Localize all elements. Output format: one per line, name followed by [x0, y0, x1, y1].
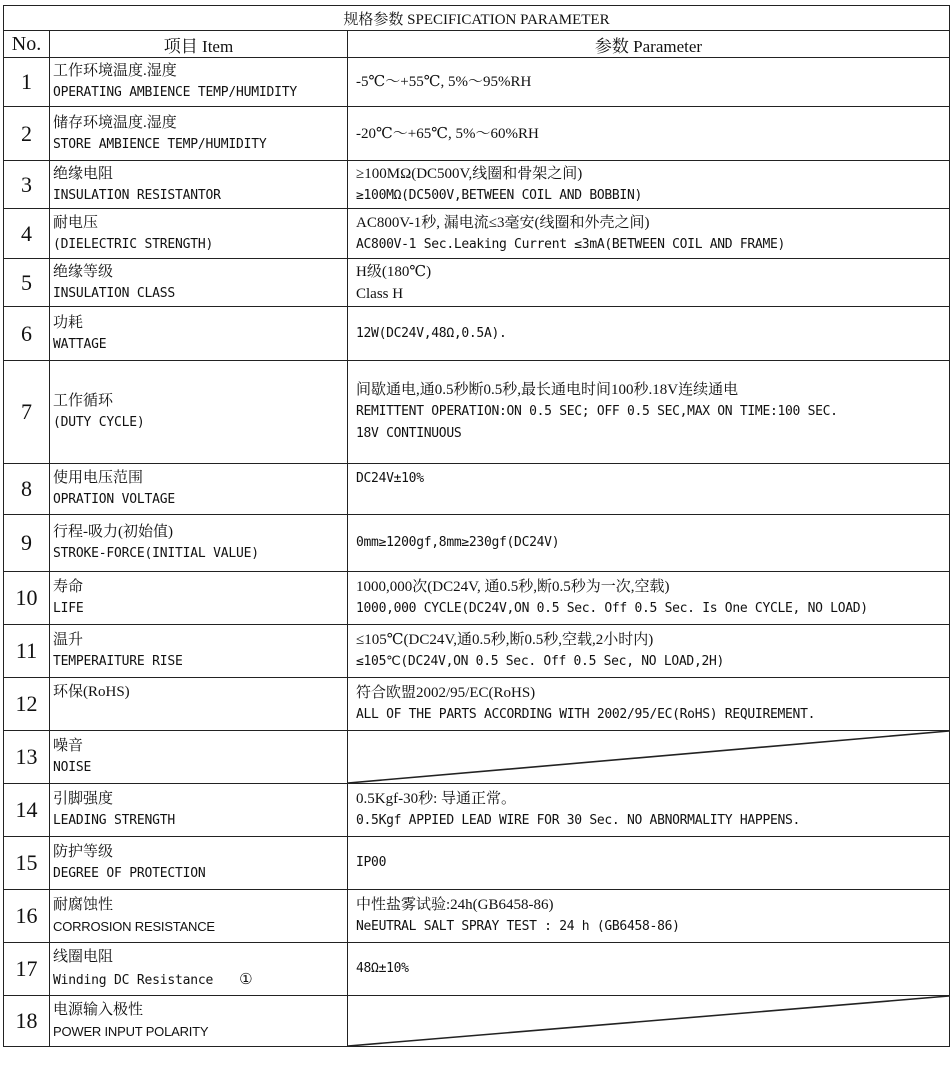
item-cn: 温升	[53, 632, 84, 648]
item-en: INSULATION CLASS	[53, 285, 176, 301]
item-en: CORROSION RESISTANCE	[53, 919, 215, 934]
row-number: 10	[4, 572, 50, 625]
parameter-cell	[348, 259, 950, 307]
table-row	[4, 625, 950, 678]
item-cell	[50, 731, 348, 784]
diagonal-strike	[348, 996, 949, 1046]
item-en: LIFE	[53, 601, 84, 616]
parameter-line: 中性盐雾试验:24h(GB6458-86)	[356, 897, 554, 913]
item-cell	[50, 464, 348, 515]
parameter-cell	[348, 58, 950, 107]
parameter-cell	[348, 107, 950, 161]
item-cn: 工作环境温度.湿度	[53, 63, 177, 79]
item-cn: 耐电压	[53, 214, 99, 231]
item-cell	[50, 572, 348, 625]
parameter-cell	[348, 678, 950, 731]
diagonal-strike	[348, 731, 949, 783]
table-row	[4, 572, 950, 625]
parameter-line: Class H	[356, 285, 404, 302]
item-cn: 绝缘电阻	[53, 165, 114, 182]
parameter-line: NeEUTRAL SALT SPRAY TEST : 24 h (GB6458-86)	[356, 919, 680, 934]
item-en: INSULATION RESISTANTOR	[53, 187, 221, 203]
row-number: 15	[4, 837, 50, 890]
row-number: 17	[4, 943, 50, 996]
table-row	[4, 464, 950, 515]
parameter-line: 0.5Kgf APPIED LEAD WIRE FOR 30 Sec. NO ABNORMALITY HAPPENS.	[356, 813, 801, 828]
parameter-cell	[348, 837, 950, 890]
item-cn: 噪音	[53, 738, 84, 754]
table-row	[4, 731, 950, 784]
row-number: 7	[4, 361, 50, 464]
item-cell	[50, 890, 348, 943]
item-en-text: Winding DC Resistance	[53, 973, 214, 988]
parameter-cell	[348, 572, 950, 625]
item-en: (DIELECTRIC STRENGTH)	[53, 236, 214, 252]
parameter-cell	[348, 515, 950, 572]
item-cell	[50, 259, 348, 307]
parameter-cell	[348, 625, 950, 678]
parameter-line: ALL OF THE PARTS ACCORDING WITH 2002/95/EC(RoHS) REQUIREMENT.	[356, 707, 816, 722]
table-row	[4, 259, 950, 307]
item-en: STORE AMBIENCE TEMP/HUMIDITY	[53, 136, 267, 152]
parameter-line: 间歇通电,通0.5秒断0.5秒,最长通电时间100秒.18V连续通电	[356, 382, 739, 398]
item-en: WATTAGE	[53, 336, 107, 352]
row-number: 14	[4, 784, 50, 837]
parameter-cell	[348, 307, 950, 361]
spec-table	[3, 5, 950, 1047]
circled-one-mark: ①	[239, 970, 253, 988]
item-cn: 行程-吸力(初始值)	[53, 524, 173, 540]
table-row	[4, 361, 950, 464]
table-row	[4, 515, 950, 572]
item-cell	[50, 161, 348, 209]
header-item: 项目 Item	[50, 31, 348, 58]
item-cell	[50, 678, 348, 731]
parameter-line: ≤105℃(DC24V,通0.5秒,断0.5秒,空载,2小时内)	[356, 632, 654, 648]
parameter-line: 0.5Kgf-30秒: 导通正常。	[356, 791, 516, 807]
item-en: DEGREE OF PROTECTION	[53, 866, 206, 881]
parameter-cell	[348, 943, 950, 996]
row-number: 3	[4, 161, 50, 209]
row-number: 1	[4, 58, 50, 107]
table-row	[4, 784, 950, 837]
parameter-cell	[348, 361, 950, 464]
item-cell	[50, 625, 348, 678]
item-cn: 耐腐蚀性	[53, 897, 114, 913]
item-cn: 工作循环	[53, 393, 114, 409]
item-cell	[50, 943, 348, 996]
table-row	[4, 678, 950, 731]
item-en: TEMPERAITURE RISE	[53, 654, 183, 669]
parameter-line: AC800V-1秒, 漏电流≤3毫安(线圈和外壳之间)	[356, 214, 650, 231]
table-row	[4, 996, 950, 1047]
item-cn: 环保(RoHS)	[53, 684, 130, 700]
item-en: OPRATION VOLTAGE	[53, 492, 176, 507]
parameter-cell	[348, 161, 950, 209]
parameter-cell	[348, 890, 950, 943]
parameter-line: ≥100MΩ(DC500V,BETWEEN COIL AND BOBBIN)	[356, 187, 643, 203]
parameter-line: -5℃～+55℃, 5%～95%RH	[356, 74, 532, 90]
table-row	[4, 943, 950, 996]
table-row	[4, 161, 950, 209]
item-en: (DUTY CYCLE)	[53, 415, 145, 430]
row-number: 6	[4, 307, 50, 361]
parameter-cell	[348, 209, 950, 259]
item-en: LEADING STRENGTH	[53, 813, 176, 828]
row-number: 18	[4, 996, 50, 1047]
table-row	[4, 837, 950, 890]
item-en: STROKE-FORCE(INITIAL VALUE)	[53, 546, 259, 561]
table-row	[4, 890, 950, 943]
item-en: NOISE	[53, 760, 92, 775]
item-cell	[50, 107, 348, 161]
item-cell	[50, 996, 348, 1047]
parameter-line: ≤105℃(DC24V,ON 0.5 Sec. Off 0.5 Sec, NO LOAD,2H)	[356, 654, 725, 669]
row-number: 2	[4, 107, 50, 161]
row-number: 13	[4, 731, 50, 784]
parameter-line: IP00	[356, 855, 387, 870]
header-parameter: 参数 Parameter	[348, 31, 950, 58]
row-number: 4	[4, 209, 50, 259]
item-cn: 引脚强度	[53, 791, 114, 807]
parameter-cell-empty	[348, 996, 950, 1047]
item-cell	[50, 515, 348, 572]
row-number: 12	[4, 678, 50, 731]
parameter-line: H级(180℃)	[356, 263, 432, 280]
item-cell	[50, 361, 348, 464]
row-number: 9	[4, 515, 50, 572]
parameter-cell	[348, 784, 950, 837]
item-cn: 电源输入极性	[53, 1002, 144, 1018]
item-cn: 功耗	[53, 314, 84, 331]
parameter-line: 1000,000次(DC24V, 通0.5秒,断0.5秒为一次,空载)	[356, 579, 670, 595]
item-cell	[50, 58, 348, 107]
item-en: POWER INPUT POLARITY	[53, 1024, 209, 1039]
item-cell	[50, 209, 348, 259]
item-en	[53, 968, 347, 992]
item-cell	[50, 837, 348, 890]
header-no: No.	[4, 31, 50, 58]
parameter-line: 12W(DC24V,48Ω,0.5A).	[356, 325, 507, 341]
table-title: 规格参数 SPECIFICATION PARAMETER	[4, 6, 950, 31]
parameter-cell-empty	[348, 731, 950, 784]
item-en: OPERATING AMBIENCE TEMP/HUMIDITY	[53, 85, 298, 100]
parameter-line: 1000,000 CYCLE(DC24V,ON 0.5 Sec. Off 0.5 Sec. Is One CYCLE, NO LOAD)	[356, 601, 868, 616]
parameter-line: ≥100MΩ(DC500V,线圈和骨架之间)	[356, 165, 583, 182]
item-cell	[50, 784, 348, 837]
table-row	[4, 58, 950, 107]
item-cn: 寿命	[53, 579, 84, 595]
parameter-line: AC800V-1 Sec.Leaking Current ≤3mA(BETWEEN COIL AND FRAME)	[356, 236, 786, 252]
item-cn: 线圈电阻	[53, 949, 114, 965]
item-cn: 防护等级	[53, 844, 114, 860]
parameter-line: DC24V±10%	[356, 471, 424, 486]
parameter-line: 48Ω±10%	[356, 961, 409, 976]
item-cn: 储存环境温度.湿度	[53, 114, 177, 131]
parameter-line: REMITTENT OPERATION:ON 0.5 SEC; OFF 0.5 SEC,MAX ON TIME:100 SEC.	[356, 404, 838, 419]
item-cn: 使用电压范围	[53, 470, 144, 486]
parameter-line: -20℃～+65℃, 5%～60%RH	[356, 125, 539, 142]
row-number: 16	[4, 890, 50, 943]
parameter-line: 符合欧盟2002/95/EC(RoHS)	[356, 685, 536, 701]
item-cell	[50, 307, 348, 361]
item-cn: 绝缘等级	[53, 263, 114, 280]
parameter-line: 0mm≥1200gf,8mm≥230gf(DC24V)	[356, 535, 560, 550]
row-number: 8	[4, 464, 50, 515]
table-row	[4, 209, 950, 259]
parameter-cell	[348, 464, 950, 515]
table-row	[4, 307, 950, 361]
row-number: 11	[4, 625, 50, 678]
table-row	[4, 107, 950, 161]
parameter-line: 18V CONTINUOUS	[356, 426, 462, 441]
row-number: 5	[4, 259, 50, 307]
